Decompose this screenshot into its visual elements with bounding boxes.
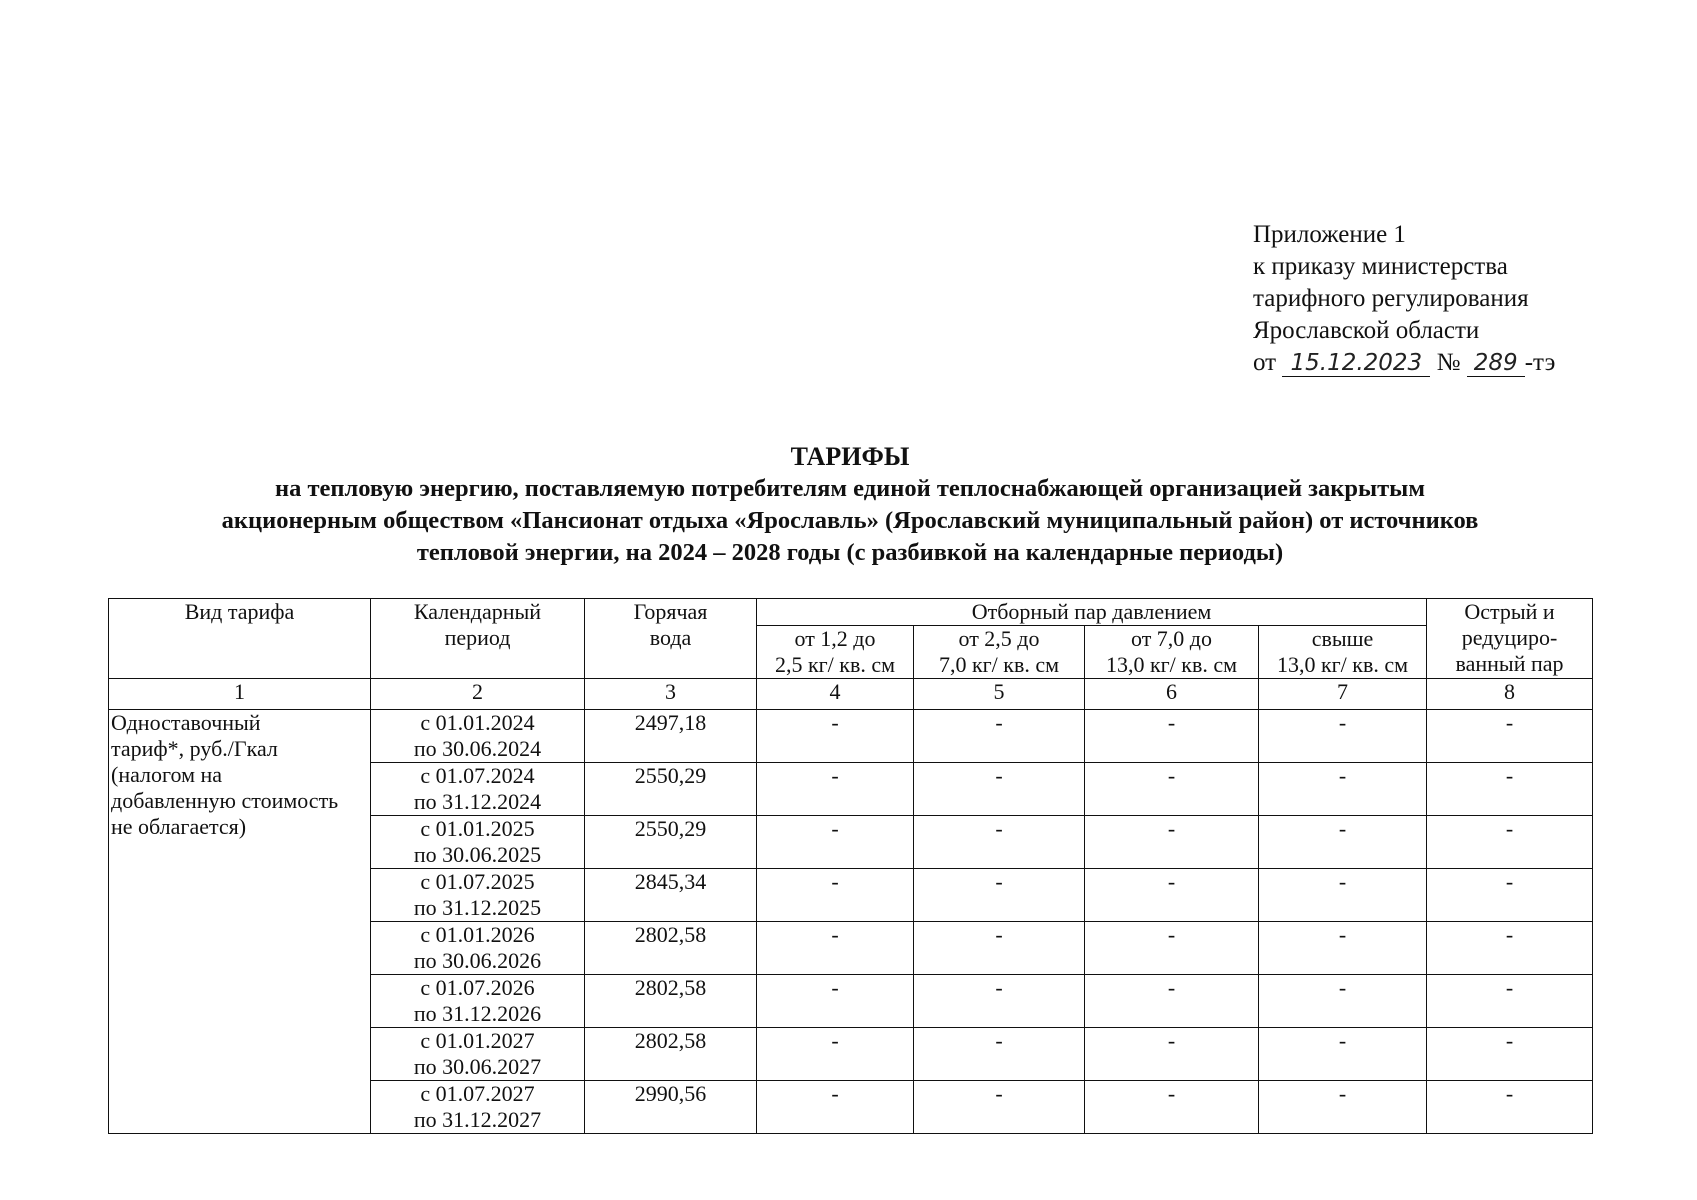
steam-2-value: -	[914, 1081, 1085, 1134]
tariff-label-line: Одноставочный	[111, 710, 261, 735]
steam-1-value: -	[757, 975, 914, 1028]
header-hot-water-line-2: вода	[649, 625, 692, 650]
header-steam-3-line-2: 13,0 кг/ кв. см	[1105, 652, 1238, 677]
approval-line-region: Ярославской области	[1253, 317, 1480, 344]
title-main: ТАРИФЫ	[790, 442, 910, 471]
period-cell	[371, 975, 585, 1028]
header-steam-1-line-1: от 1,2 до	[794, 626, 876, 651]
header-sharp-line-3: ванный пар	[1455, 651, 1564, 676]
steam-4-value: -	[1259, 922, 1427, 975]
approval-block	[1253, 219, 1555, 379]
period-cell	[371, 1081, 585, 1134]
period-to: по 30.06.2027	[413, 1054, 542, 1079]
header-sharp-steam	[1427, 599, 1593, 679]
period-from: с 01.07.2025	[420, 869, 535, 894]
sharp-steam-value: -	[1427, 975, 1593, 1028]
header-steam-2-line-1: от 2,5 до	[958, 626, 1040, 651]
header-period-line-1: Календарный	[413, 599, 542, 624]
period-cell	[371, 1028, 585, 1081]
period-to: по 31.12.2024	[413, 789, 542, 814]
hot-water-value: 2845,34	[585, 869, 757, 922]
period-from: с 01.01.2024	[420, 710, 535, 735]
hot-water-value: 2802,58	[585, 975, 757, 1028]
approval-line-ministry: тарифного регулирования	[1253, 285, 1529, 312]
header-tariff-type: Вид тарифа	[109, 599, 371, 679]
document-title	[110, 441, 1590, 569]
period-from: с 01.07.2026	[420, 975, 535, 1000]
tariff-label-line: добавленную стоимость	[111, 788, 339, 813]
period-from: с 01.01.2027	[420, 1028, 535, 1053]
period-cell	[371, 763, 585, 816]
header-steam-1-line-2: 2,5 кг/ кв. см	[774, 652, 896, 677]
tariff-type-label	[109, 710, 371, 1134]
title-sub-line-1: на тепловую энергию, поставляемую потребителям единой теплоснабжающей организацией закрытым	[274, 475, 1426, 502]
sharp-steam-value: -	[1427, 1028, 1593, 1081]
sharp-steam-value: -	[1427, 710, 1593, 763]
column-number: 6	[1085, 679, 1259, 710]
steam-3-value: -	[1085, 869, 1259, 922]
steam-2-value: -	[914, 922, 1085, 975]
header-steam-1	[757, 626, 914, 679]
approval-number-sign: №	[1436, 349, 1461, 376]
period-to: по 30.06.2024	[413, 736, 542, 761]
header-steam-2-line-2: 7,0 кг/ кв. см	[938, 652, 1060, 677]
approval-number: 289	[1467, 350, 1525, 377]
hot-water-value: 2497,18	[585, 710, 757, 763]
sharp-steam-value: -	[1427, 763, 1593, 816]
steam-2-value: -	[914, 975, 1085, 1028]
steam-2-value: -	[914, 1028, 1085, 1081]
steam-1-value: -	[757, 710, 914, 763]
period-from: с 01.07.2027	[420, 1081, 535, 1106]
column-number: 1	[109, 679, 371, 710]
steam-1-value: -	[757, 869, 914, 922]
tariff-label-line: не облагается)	[111, 814, 247, 839]
header-row-1	[109, 599, 1593, 626]
hot-water-value: 2802,58	[585, 922, 757, 975]
tariffs-table	[108, 598, 1593, 1134]
steam-4-value: -	[1259, 1081, 1427, 1134]
header-sharp-line-2: редуциро-	[1461, 625, 1558, 650]
approval-from-label: от	[1253, 349, 1277, 376]
steam-1-value: -	[757, 816, 914, 869]
period-to: по 31.12.2025	[413, 895, 542, 920]
period-from: с 01.01.2026	[420, 922, 535, 947]
column-number: 7	[1259, 679, 1427, 710]
steam-3-value: -	[1085, 763, 1259, 816]
sharp-steam-value: -	[1427, 1081, 1593, 1134]
steam-3-value: -	[1085, 1028, 1259, 1081]
hot-water-value: 2802,58	[585, 1028, 757, 1081]
column-number: 8	[1427, 679, 1593, 710]
header-hot-water	[585, 599, 757, 679]
column-number: 4	[757, 679, 914, 710]
tariff-label-line: (налогом на	[111, 762, 223, 787]
column-number: 2	[371, 679, 585, 710]
period-cell	[371, 869, 585, 922]
steam-2-value: -	[914, 763, 1085, 816]
header-steam-4	[1259, 626, 1427, 679]
header-steam-group: Отборный пар давлением	[757, 599, 1427, 626]
steam-4-value: -	[1259, 1028, 1427, 1081]
period-to: по 30.06.2026	[413, 948, 542, 973]
column-number-row	[109, 679, 1593, 710]
tariff-label-line: тариф*, руб./Гкал	[111, 736, 278, 761]
steam-4-value: -	[1259, 763, 1427, 816]
steam-1-value: -	[757, 763, 914, 816]
header-steam-4-line-2: 13,0 кг/ кв. см	[1276, 652, 1409, 677]
steam-3-value: -	[1085, 1081, 1259, 1134]
steam-1-value: -	[757, 922, 914, 975]
header-period	[371, 599, 585, 679]
period-to: по 31.12.2027	[413, 1107, 542, 1132]
steam-4-value: -	[1259, 710, 1427, 763]
period-cell	[371, 922, 585, 975]
header-hot-water-line-1: Горячая	[633, 599, 708, 624]
column-number: 5	[914, 679, 1085, 710]
steam-3-value: -	[1085, 922, 1259, 975]
hot-water-value: 2550,29	[585, 816, 757, 869]
steam-1-value: -	[757, 1081, 914, 1134]
steam-4-value: -	[1259, 816, 1427, 869]
title-sub-line-3: тепловой энергии, на 2024 – 2028 годы (с разбивкой на календарные периоды)	[416, 539, 1284, 566]
approval-line-date	[1253, 347, 1555, 379]
steam-3-value: -	[1085, 710, 1259, 763]
column-number: 3	[585, 679, 757, 710]
header-steam-4-line-1: свыше	[1311, 626, 1374, 651]
steam-3-value: -	[1085, 816, 1259, 869]
period-cell	[371, 816, 585, 869]
header-steam-3	[1085, 626, 1259, 679]
period-to: по 30.06.2025	[413, 842, 542, 867]
table-row	[109, 710, 1593, 763]
steam-4-value: -	[1259, 869, 1427, 922]
steam-3-value: -	[1085, 975, 1259, 1028]
sharp-steam-value: -	[1427, 869, 1593, 922]
approval-line-appendix: Приложение 1	[1253, 221, 1406, 248]
steam-1-value: -	[757, 1028, 914, 1081]
header-steam-2	[914, 626, 1085, 679]
approval-line-order: к приказу министерства	[1253, 253, 1508, 280]
sharp-steam-value: -	[1427, 816, 1593, 869]
hot-water-value: 2550,29	[585, 763, 757, 816]
hot-water-value: 2990,56	[585, 1081, 757, 1134]
period-to: по 31.12.2026	[413, 1001, 542, 1026]
sharp-steam-value: -	[1427, 922, 1593, 975]
steam-4-value: -	[1259, 975, 1427, 1028]
steam-2-value: -	[914, 710, 1085, 763]
approval-date: 15.12.2023	[1282, 350, 1430, 377]
header-sharp-line-1: Острый и	[1464, 599, 1555, 624]
steam-2-value: -	[914, 869, 1085, 922]
period-from: с 01.07.2024	[420, 763, 535, 788]
approval-suffix: -тэ	[1524, 349, 1556, 376]
header-period-line-2: период	[444, 625, 511, 650]
title-sub-line-2: акционерным обществом «Пансионат отдыха «Ярославль» (Ярославский муниципальный район) от источников	[221, 507, 1479, 534]
period-from: с 01.01.2025	[420, 816, 535, 841]
steam-2-value: -	[914, 816, 1085, 869]
header-steam-3-line-1: от 7,0 до	[1130, 626, 1213, 651]
period-cell	[371, 710, 585, 763]
